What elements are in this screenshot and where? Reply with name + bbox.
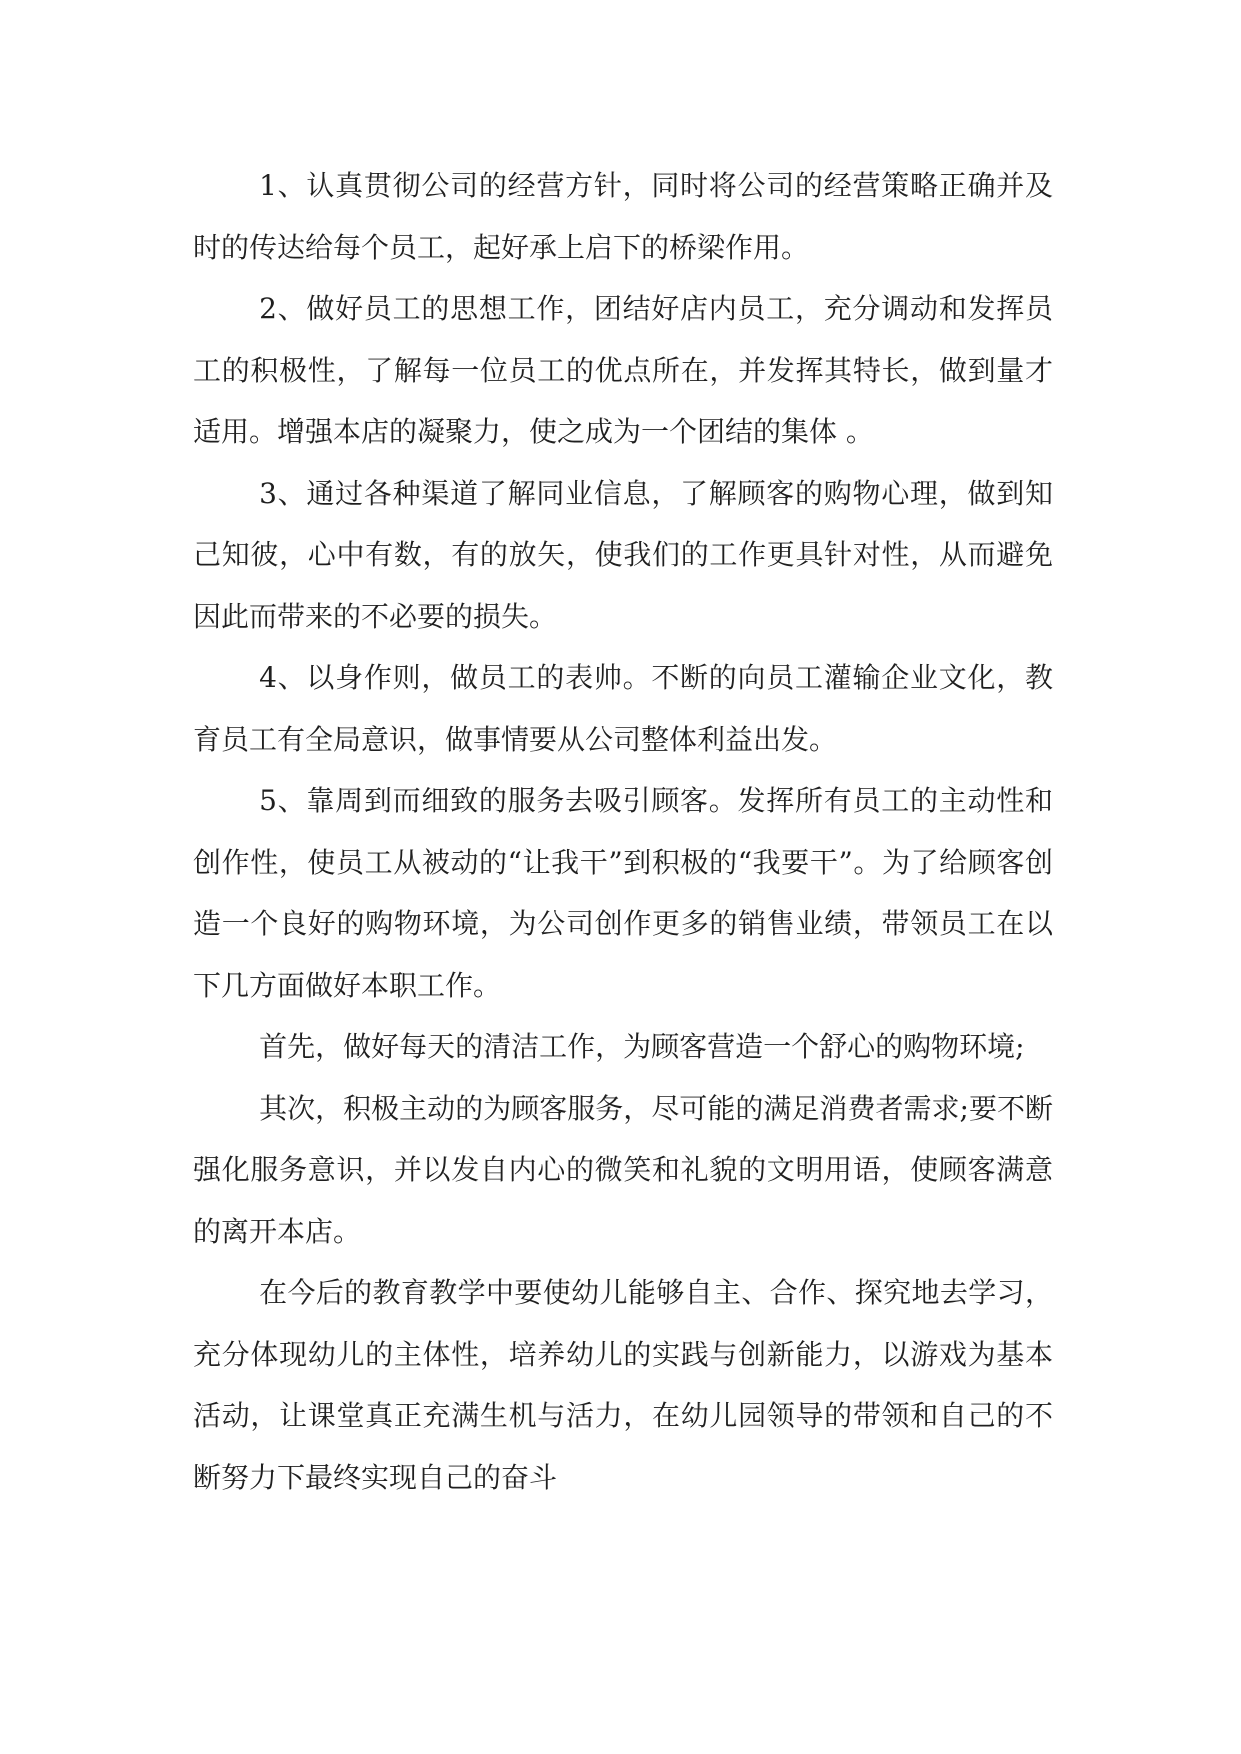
paragraph-conclusion: 在今后的教育教学中要使幼儿能够自主、合作、探究地去学习，充分体现幼儿的主体性，培养幼儿的实践与创新能力，以游戏为基本活动，让课堂真正充满生机与活力，在幼儿园领导的带领和自己的不断努力下最终实现自己的奋斗	[193, 1276, 1053, 1494]
paragraph-second: 其次，积极主动的为顾客服务，尽可能的满足消费者需求;要不断强化服务意识，并以发自内心的微笑和礼貌的文明用语，使顾客满意的离开本店。	[193, 1091, 1053, 1248]
document-body	[193, 155, 1053, 1508]
paragraph-2: 2、做好员工的思想工作，团结好店内员工，充分调动和发挥员工的积极性，了解每一位员工的优点所在，并发挥其特长，做到量才适用。增强本店的凝聚力，使之成为一个团结的集体 。	[193, 292, 1053, 448]
paragraph-4: 4、以身作则，做员工的表帅。不断的向员工灌输企业文化，教育员工有全局意识，做事情要从公司整体利益出发。	[193, 661, 1053, 756]
paragraph-3: 3、通过各种渠道了解同业信息，了解顾客的购物心理，做到知己知彼，心中有数，有的放矢，使我们的工作更具针对性，从而避免因此而带来的不必要的损失。	[193, 476, 1053, 633]
paragraph-first: 首先，做好每天的清洁工作，为顾客营造一个舒心的购物环境;	[259, 1030, 1025, 1063]
paragraph-5: 5、靠周到而细致的服务去吸引顾客。发挥所有员工的主动性和创作性，使员工从被动的“让我干”到积极的“我要干”。为了给顾客创造一个良好的购物环境，为公司创作更多的销售业绩，带领员工在以下几方面做好本职工作。	[193, 784, 1053, 1002]
paragraph-1: 1、认真贯彻公司的经营方针，同时将公司的经营策略正确并及时的传达给每个员工，起好承上启下的桥梁作用。	[193, 169, 1053, 264]
